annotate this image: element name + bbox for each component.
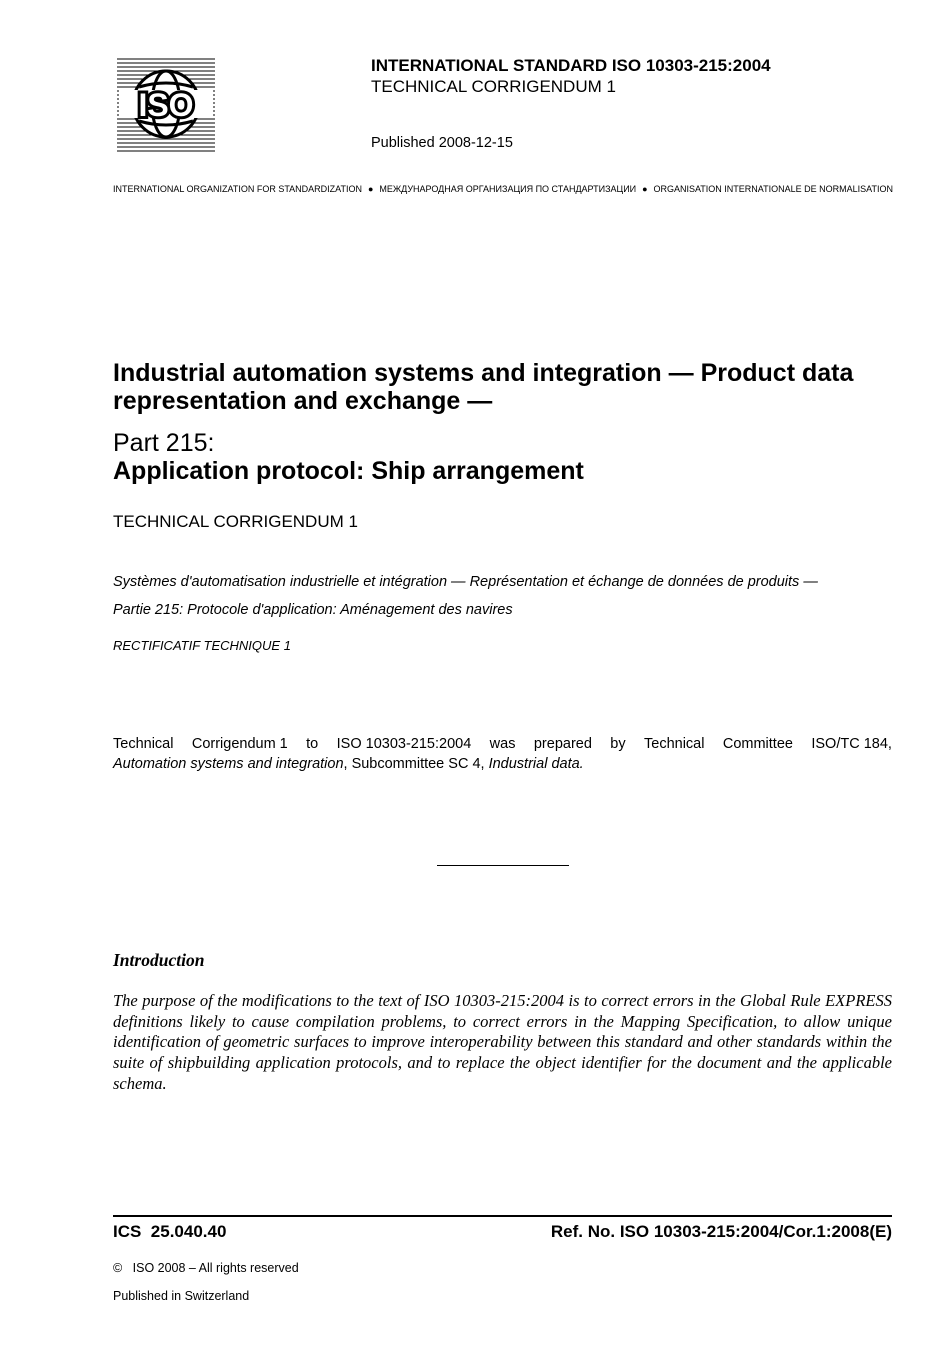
org-name-ru: МЕЖДУНАРОДНАЯ ОРГАНИЗАЦИЯ ПО СТАНДАРТИЗАЦИИ [379,184,637,194]
preparation-line-2 [113,754,892,774]
publication-date: Published 2008-12-15 [371,135,513,151]
bullet-icon: ● [367,184,374,194]
french-corrigendum: RECTIFICATIF TECHNIQUE 1 [113,638,291,653]
french-part-title: Partie 215: Protocole d'application: Aménagement des navires [113,602,513,618]
prep-word: was [489,736,516,752]
prep-word: Committee [722,736,793,752]
preparation-statement [113,734,892,774]
corrigendum-subtitle: TECHNICAL CORRIGENDUM 1 [371,77,616,96]
published-location: Published in Switzerland [113,1289,250,1303]
subcommittee-text: , Subcommittee SC 4, [343,756,489,772]
bullet-icon: ● [642,184,648,194]
preparation-line-1 [113,734,892,754]
part-number: Part 215: [113,429,215,457]
prep-word: Technical [644,736,705,752]
part-title: Application protocol: Ship arrangement [113,457,584,485]
corrigendum-label: TECHNICAL CORRIGENDUM 1 [113,512,358,531]
prep-word: Technical [113,736,174,752]
org-name-en: INTERNATIONAL ORGANIZATION FOR STANDARDIZATION [113,184,363,194]
logo-text: ISO [138,87,194,123]
prep-word: to [306,736,319,752]
standard-number: INTERNATIONAL STANDARD ISO 10303-215:2004 [371,56,771,75]
document-title: Industrial automation systems and integration — Product data representation and exchange — [113,359,854,415]
reference-number: Ref. No. ISO 10303-215:2004/Cor.1:2008(E) [550,1222,892,1241]
prep-word: by [610,736,626,752]
introduction-heading: Introduction [113,950,205,970]
prep-word: ISO 10303-215:2004 [336,736,472,752]
prep-word: Corrigendum 1 [191,736,288,752]
subcommittee-title: Industrial data. [488,756,584,772]
committee-title: Automation systems and integration [113,756,344,772]
french-title: Systèmes d'automatisation industrielle et intégration — Représentation et échange de données de produits — [113,574,818,590]
footer-rule [113,1215,892,1217]
iso-logo [117,57,215,152]
copyright-notice: © ISO 2008 – All rights reserved [113,1261,299,1275]
org-name-fr: ORGANISATION INTERNATIONALE DE NORMALISATION [653,184,893,194]
prep-word: ISO/TC 184, [811,736,892,752]
organization-names [113,184,893,194]
prep-word: prepared [533,736,592,752]
separator-line [437,865,569,866]
ics-code: ICS 25.040.40 [113,1222,227,1241]
introduction-body: The purpose of the modifications to the text of ISO 10303-215:2004 is to correct errors in the Global Rule EXPRESS definitions likely to cause compilation problems, to correct errors in the Mapping Specification, to allow unique identification of geometric surfaces to improve interoperability between this standard and other standards within the suite of shipbuilding application protocols, and to replace the object identifier for the document and the applicable schema. [113,991,892,1093]
